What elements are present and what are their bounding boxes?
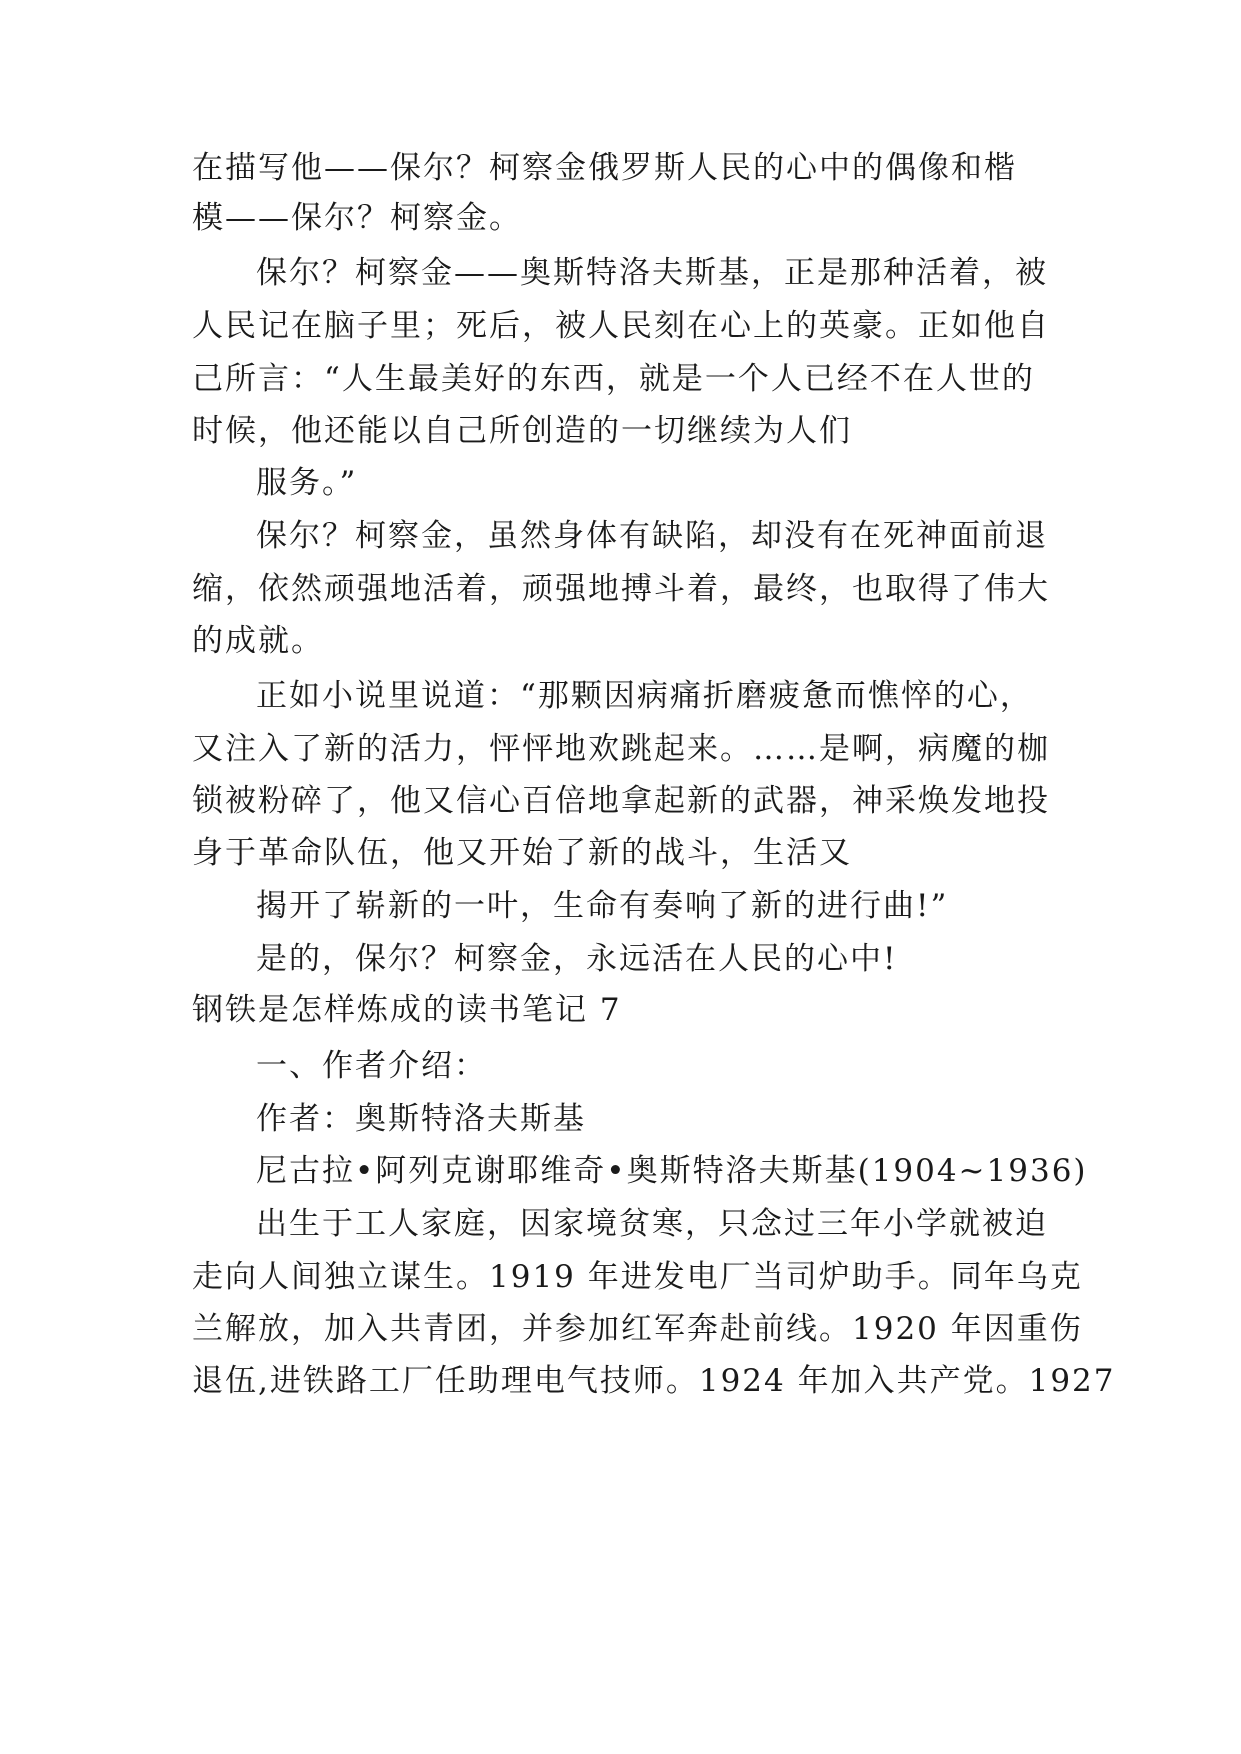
paragraph-line: 走向人间独立谋生。1919 年进发电厂当司炉助手。同年乌克: [192, 1259, 1083, 1295]
paragraph-line: 时候，他还能以自己所创造的一切继续为人们: [192, 413, 852, 449]
paragraph-line: 出生于工人家庭，因家境贫寒，只念过三年小学就被迫: [256, 1206, 1048, 1242]
paragraph-line: 又注入了新的活力，怦怦地欢跳起来。……是啊，病魔的枷: [192, 731, 1050, 767]
paragraph-line: 一、作者介绍：: [256, 1048, 487, 1084]
paragraph-line: 作者：奥斯特洛夫斯基: [256, 1101, 586, 1137]
paragraph-line: 的成就。: [192, 623, 324, 659]
paragraph-line: 保尔？柯察金，虽然身体有缺陷，却没有在死神面前退: [256, 518, 1048, 554]
paragraph-line: 正如小说里说道：“那颗因病痛折磨疲惫而憔悴的心，: [256, 678, 1033, 714]
paragraph-line: 尼古拉•阿列克谢耶维奇•奥斯特洛夫斯基(1904~1936): [256, 1153, 1088, 1189]
section-heading: 钢铁是怎样炼成的读书笔记 7: [192, 992, 622, 1028]
paragraph-line: 揭开了崭新的一叶，生命有奏响了新的进行曲!”: [256, 888, 949, 924]
paragraph-line: 模——保尔？柯察金。: [192, 200, 522, 236]
paragraph-line: 人民记在脑子里；死后，被人民刻在心上的英豪。正如他自: [192, 308, 1050, 344]
paragraph-line: 在描写他——保尔？柯察金俄罗斯人民的心中的偶像和楷: [192, 150, 1017, 186]
paragraph-line: 兰解放，加入共青团，并参加红军奔赴前线。1920 年因重伤: [192, 1311, 1083, 1347]
paragraph-line: 缩，依然顽强地活着，顽强地搏斗着，最终，也取得了伟大: [192, 571, 1050, 607]
paragraph-line: 保尔？柯察金——奥斯特洛夫斯基，正是那种活着，被: [256, 255, 1048, 291]
paragraph-line: 退伍,进铁路工厂任助理电气技师。1924 年加入共产党。1927: [192, 1363, 1116, 1399]
paragraph-line: 身于革命队伍，他又开始了新的战斗，生活又: [192, 835, 852, 871]
paragraph-line: 锁被粉碎了，他又信心百倍地拿起新的武器，神采焕发地投: [192, 783, 1050, 819]
paragraph-line: 己所言：“人生最美好的东西，就是一个人已经不在人世的: [192, 361, 1035, 397]
paragraph-line: 服务。”: [256, 465, 358, 501]
paragraph-line: 是的，保尔？柯察金，永远活在人民的心中!: [256, 941, 898, 977]
